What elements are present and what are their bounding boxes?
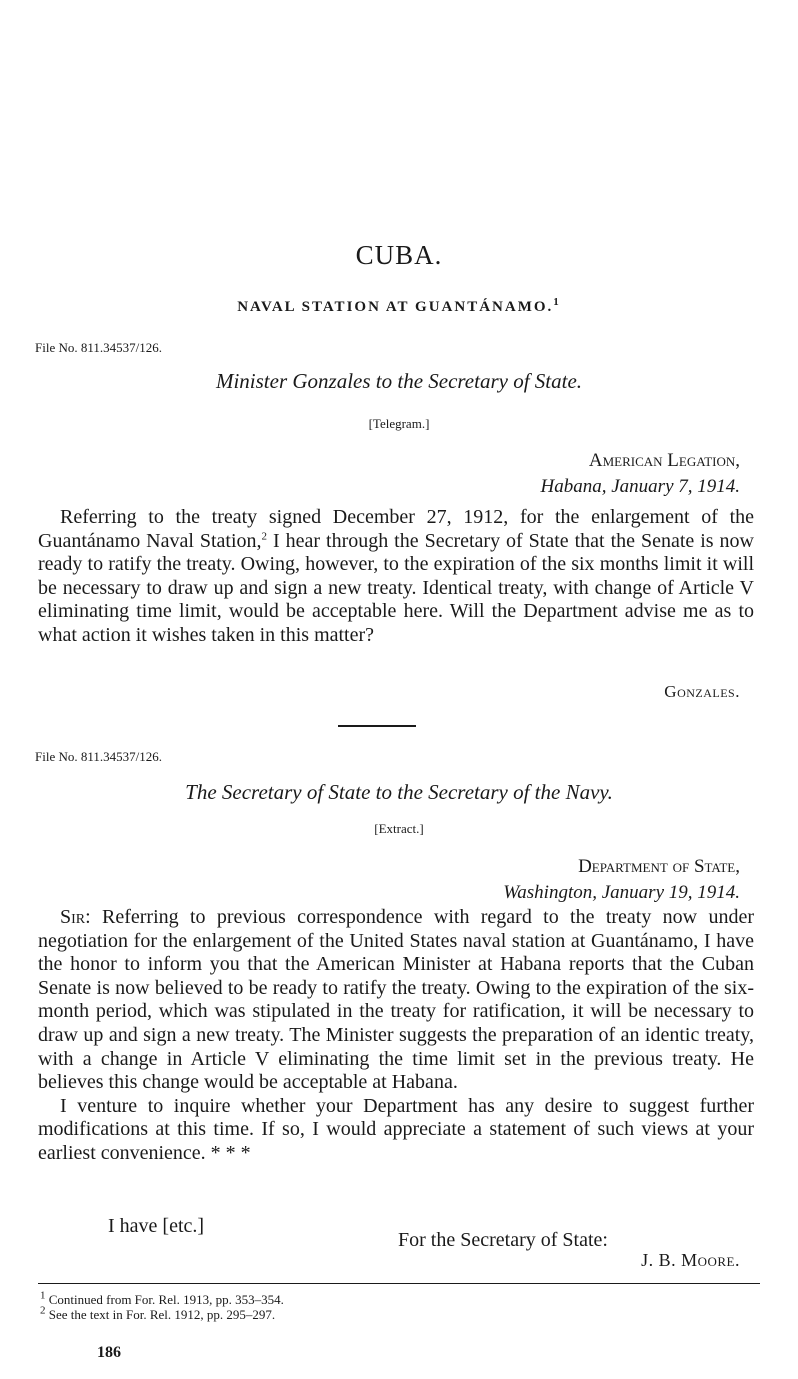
dateline xyxy=(541,448,740,500)
document-type-note: [Extract.] xyxy=(374,821,424,836)
footnote-ref-2: 2 xyxy=(261,529,268,542)
closing: I have [etc.] xyxy=(108,1215,205,1237)
dateline-place: American Legation, xyxy=(588,450,740,471)
footnote-mark: 1 xyxy=(40,1289,46,1302)
page-number: 186 xyxy=(97,1344,121,1361)
section-subtitle xyxy=(0,296,798,316)
file-number: File No. 811.34537/126. xyxy=(35,749,162,764)
footnote-mark: 2 xyxy=(40,1304,46,1317)
footnote xyxy=(40,1304,284,1322)
subtitle-text: NAVAL STATION AT GUANTÁNAMO. xyxy=(237,299,554,315)
footnote-text: Continued from For. Rel. 1913, pp. 353–354. xyxy=(48,1292,284,1307)
paragraph-text: I venture to inquire whether your Department has any desire to suggest further modifications at this time. If so, I would appreciate a statement of such views at your earliest convenience. * * * xyxy=(38,1094,754,1164)
footnote-text: See the text in For. Rel. 1912, pp. 295–297. xyxy=(48,1307,276,1322)
document-type-note: [Telegram.] xyxy=(368,416,430,431)
dateline-date: Washington, January 19, 1914. xyxy=(503,882,740,903)
page-title: CUBA. xyxy=(355,240,443,270)
footnote-ref-1: 1 xyxy=(553,296,561,308)
footnote-rule xyxy=(38,1283,760,1284)
paragraph-text: : Referring to previous correspondence with regard to the treaty now under negotiation for the enlargement of the United States naval station at Guantánamo, I have the honor to inform you that the American Minister at Habana reports that the Cuban Senate is now believed to be ready to ratify the treaty. Owing to the expiration of the six-month period, which was stipulated in the treaty for ratification, it will be necessary to draw up and sign a new treaty. The Minister suggests the preparation of an identic treaty, with a change in Article V eliminating the time limit set in the previous treaty. He believes this change would be acceptable at Habana. xyxy=(38,906,754,1094)
document-heading: Minister Gonzales to the Secretary of State. xyxy=(215,369,583,393)
letter-body xyxy=(38,906,754,1166)
salutation: Sir xyxy=(60,906,86,928)
signature-line: For the Secretary of State: xyxy=(398,1229,608,1251)
footnotes xyxy=(40,1289,284,1322)
dateline-date: Habana, January 7, 1914. xyxy=(540,476,740,497)
telegram-text-b: I hear through the Secretary of State that the Senate is now ready to ratify the treaty. Owing, however, to the expiration of the six months limit it will be necessary to draw up and sign a new treaty. Identical treaty, with change of Article V eliminating time limit, would be acceptable here. Will the Department advise me as to what action it wishes taken in this matter? xyxy=(38,529,754,646)
telegram-text-a: Referring to the treaty signed December 27, 1912, for the enlargement of the Guantánamo Naval Station, xyxy=(38,506,754,552)
telegram-body xyxy=(38,506,754,648)
dateline xyxy=(503,854,740,906)
document-heading: The Secretary of State to the Secretary of the Navy. xyxy=(185,780,613,804)
paragraph xyxy=(38,1095,754,1166)
signature: J. B. Moore. xyxy=(641,1250,740,1270)
dateline-place: Department of State, xyxy=(578,856,740,877)
paragraph xyxy=(38,906,754,1095)
footnote xyxy=(40,1289,284,1307)
signature: Gonzales. xyxy=(664,682,740,701)
file-number: File No. 811.34537/126. xyxy=(35,340,162,355)
section-divider xyxy=(338,725,416,727)
